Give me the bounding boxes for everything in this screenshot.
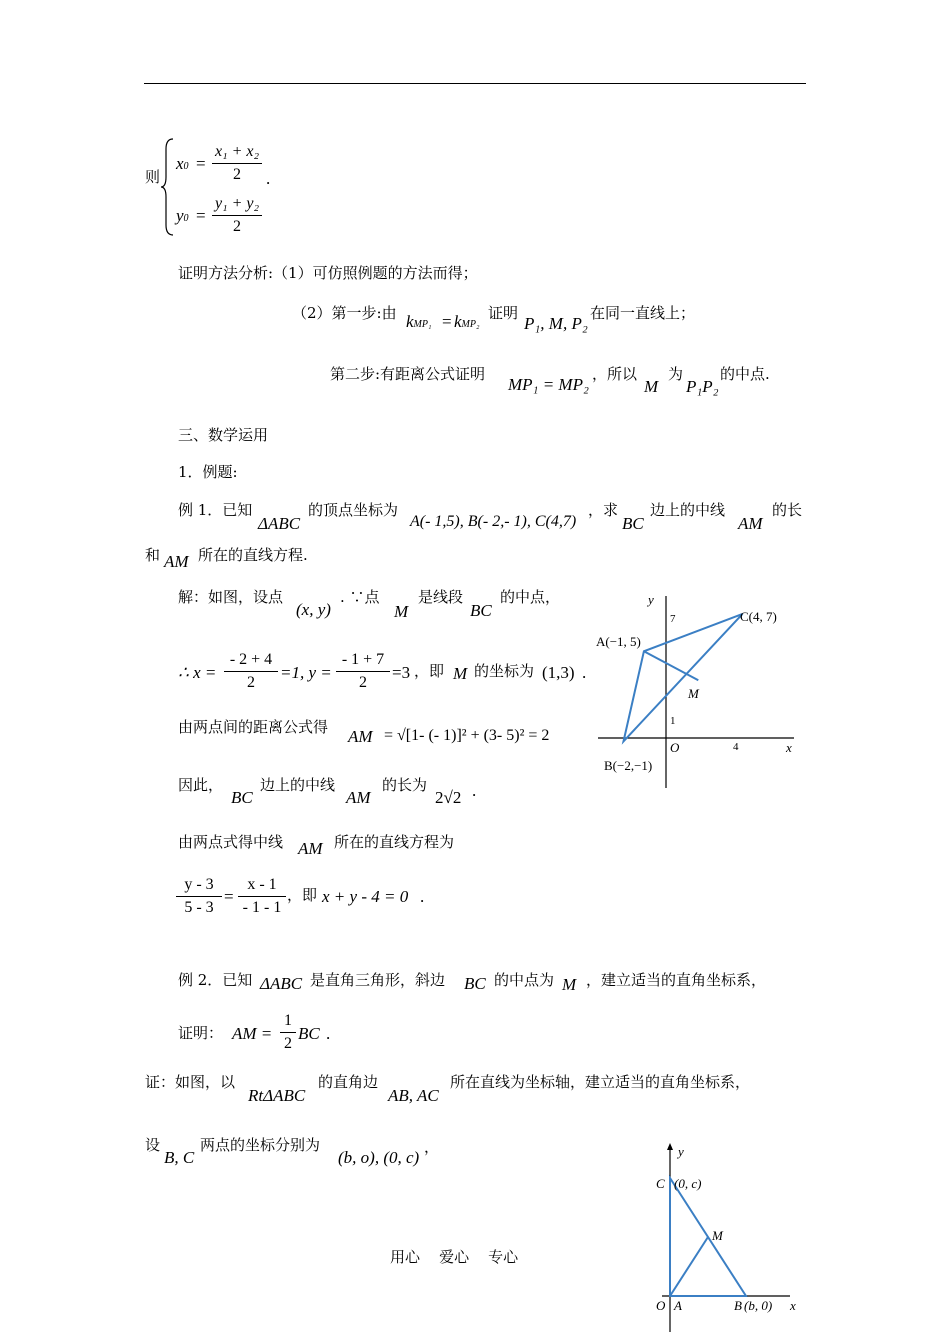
fig1-origin: O [670, 740, 680, 755]
y0-fraction: y₁ + y₂ 2 [212, 195, 262, 236]
x0-var: x0 [176, 154, 189, 173]
fig1-tick-4: 4 [733, 741, 739, 753]
fig2-x-label: x [790, 1298, 796, 1313]
fig1-label-b: B(−2,−1) [604, 758, 653, 773]
fig1-x-label: x [786, 740, 792, 755]
examples-heading: 1．例题: [178, 463, 238, 481]
x0-fraction: x₁ + x₂ 2 [212, 143, 262, 184]
fig2-label-m: M [712, 1228, 723, 1243]
fig1-label-c: C(4, 7) [740, 609, 777, 624]
lead-char: 则 [145, 168, 161, 186]
proof-method-line1: 证明方法分析:（1）可仿照例题的方法而得； [178, 264, 478, 282]
fig1-tick-1: 1 [670, 715, 676, 727]
fig2-y-arrow [667, 1143, 673, 1150]
fig2-label-b-coord: (b, 0) [744, 1298, 773, 1313]
fig2-label-c: C [656, 1176, 665, 1191]
fig1-y-label: y [648, 592, 654, 607]
footer-slogan: 用心 爱心 专心 [390, 1248, 519, 1266]
y0-var: y0 [176, 206, 189, 225]
section-title: 三、数学运用 [178, 426, 269, 444]
figure2-right-triangle [644, 1140, 810, 1336]
fig1-label-a: A(−1, 5) [596, 634, 641, 649]
fig1-triangle [624, 614, 743, 742]
fig2-origin: O [656, 1298, 666, 1313]
fig1-median-am [644, 651, 698, 680]
fig2-y-label: y [678, 1144, 684, 1159]
fig2-label-b: B [734, 1298, 742, 1313]
fig2-label-a: A [674, 1298, 682, 1313]
header-rule [144, 83, 806, 84]
left-brace [160, 137, 176, 237]
fig1-tick-7: 7 [670, 613, 676, 625]
figure1-coordinate-plot [588, 588, 800, 794]
fig2-median-am [670, 1237, 708, 1296]
fig1-label-m: M [688, 686, 699, 701]
fig2-label-c-coord: (0, c) [674, 1176, 702, 1191]
